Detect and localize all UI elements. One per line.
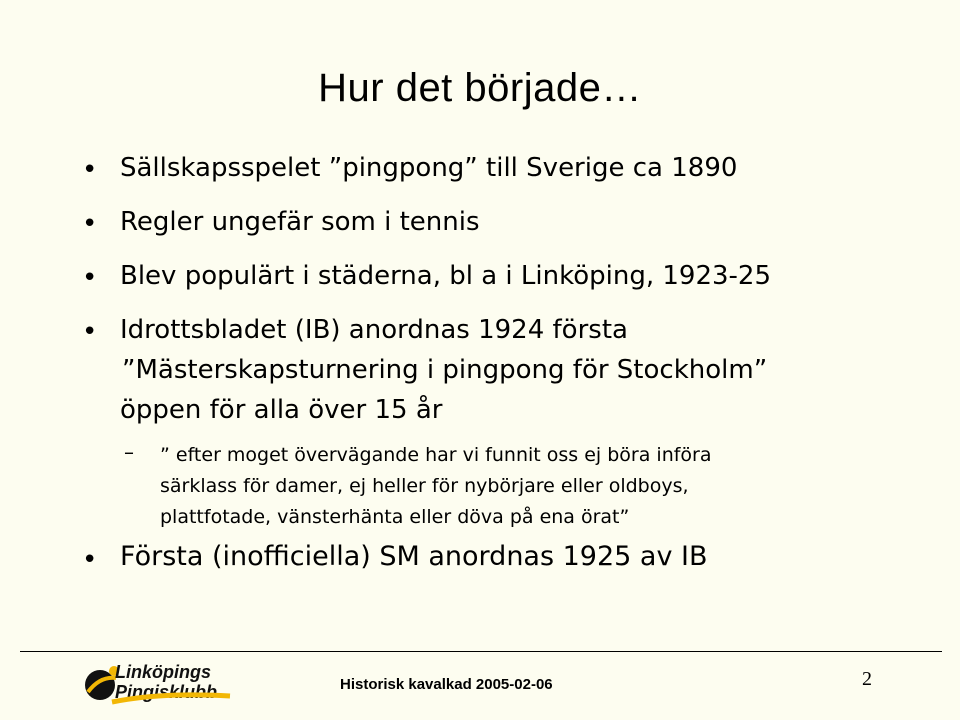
club-logo xyxy=(82,662,232,706)
quote-line-2: särklass för damer, ej heller för nybörjare eller oldboys, xyxy=(160,475,689,497)
logo-text-line-2: Pingisklubb xyxy=(115,682,218,702)
bullet-item-4-line-1: Idrottsbladet (IB) anordnas 1924 första xyxy=(120,315,628,345)
footer-caption: Historisk kavalkad 2005-02-06 xyxy=(340,676,553,693)
logo-text-line-1: Linköpings xyxy=(115,662,211,682)
bullet-item-1: Sällskapsspelet ”pingpong” till Sverige ca 1890 xyxy=(120,153,738,183)
bullet-item-5: Första (inofficiella) SM anordnas 1925 av IB xyxy=(120,541,708,572)
bullet-item-3: Blev populärt i städerna, bl a i Linköping, 1923-25 xyxy=(120,261,772,291)
slide-title: Hur det började… xyxy=(318,66,642,110)
bullet-marker: • xyxy=(82,317,98,347)
bullet-marker: • xyxy=(82,155,98,185)
bullet-item-4-line-2: ”Mästerskapsturnering i pingpong för Stockholm” xyxy=(122,355,768,385)
page-number: 2 xyxy=(862,668,872,690)
bullet-marker: • xyxy=(82,545,98,575)
logo-text xyxy=(115,662,217,702)
sub-bullet-dash: – xyxy=(124,440,134,464)
quote-line-3: plattfotade, vänsterhänta eller döva på ena örat” xyxy=(160,506,630,528)
bullet-marker: • xyxy=(82,263,98,293)
footer-divider xyxy=(20,651,942,652)
quote-line-1: ” efter moget övervägande har vi funnit oss ej böra införa xyxy=(160,444,712,466)
bullet-item-2: Regler ungefär som i tennis xyxy=(120,207,480,237)
bullet-marker: • xyxy=(82,209,98,239)
bullet-item-4-line-3: öppen för alla över 15 år xyxy=(120,395,443,425)
quote-block xyxy=(160,440,712,533)
